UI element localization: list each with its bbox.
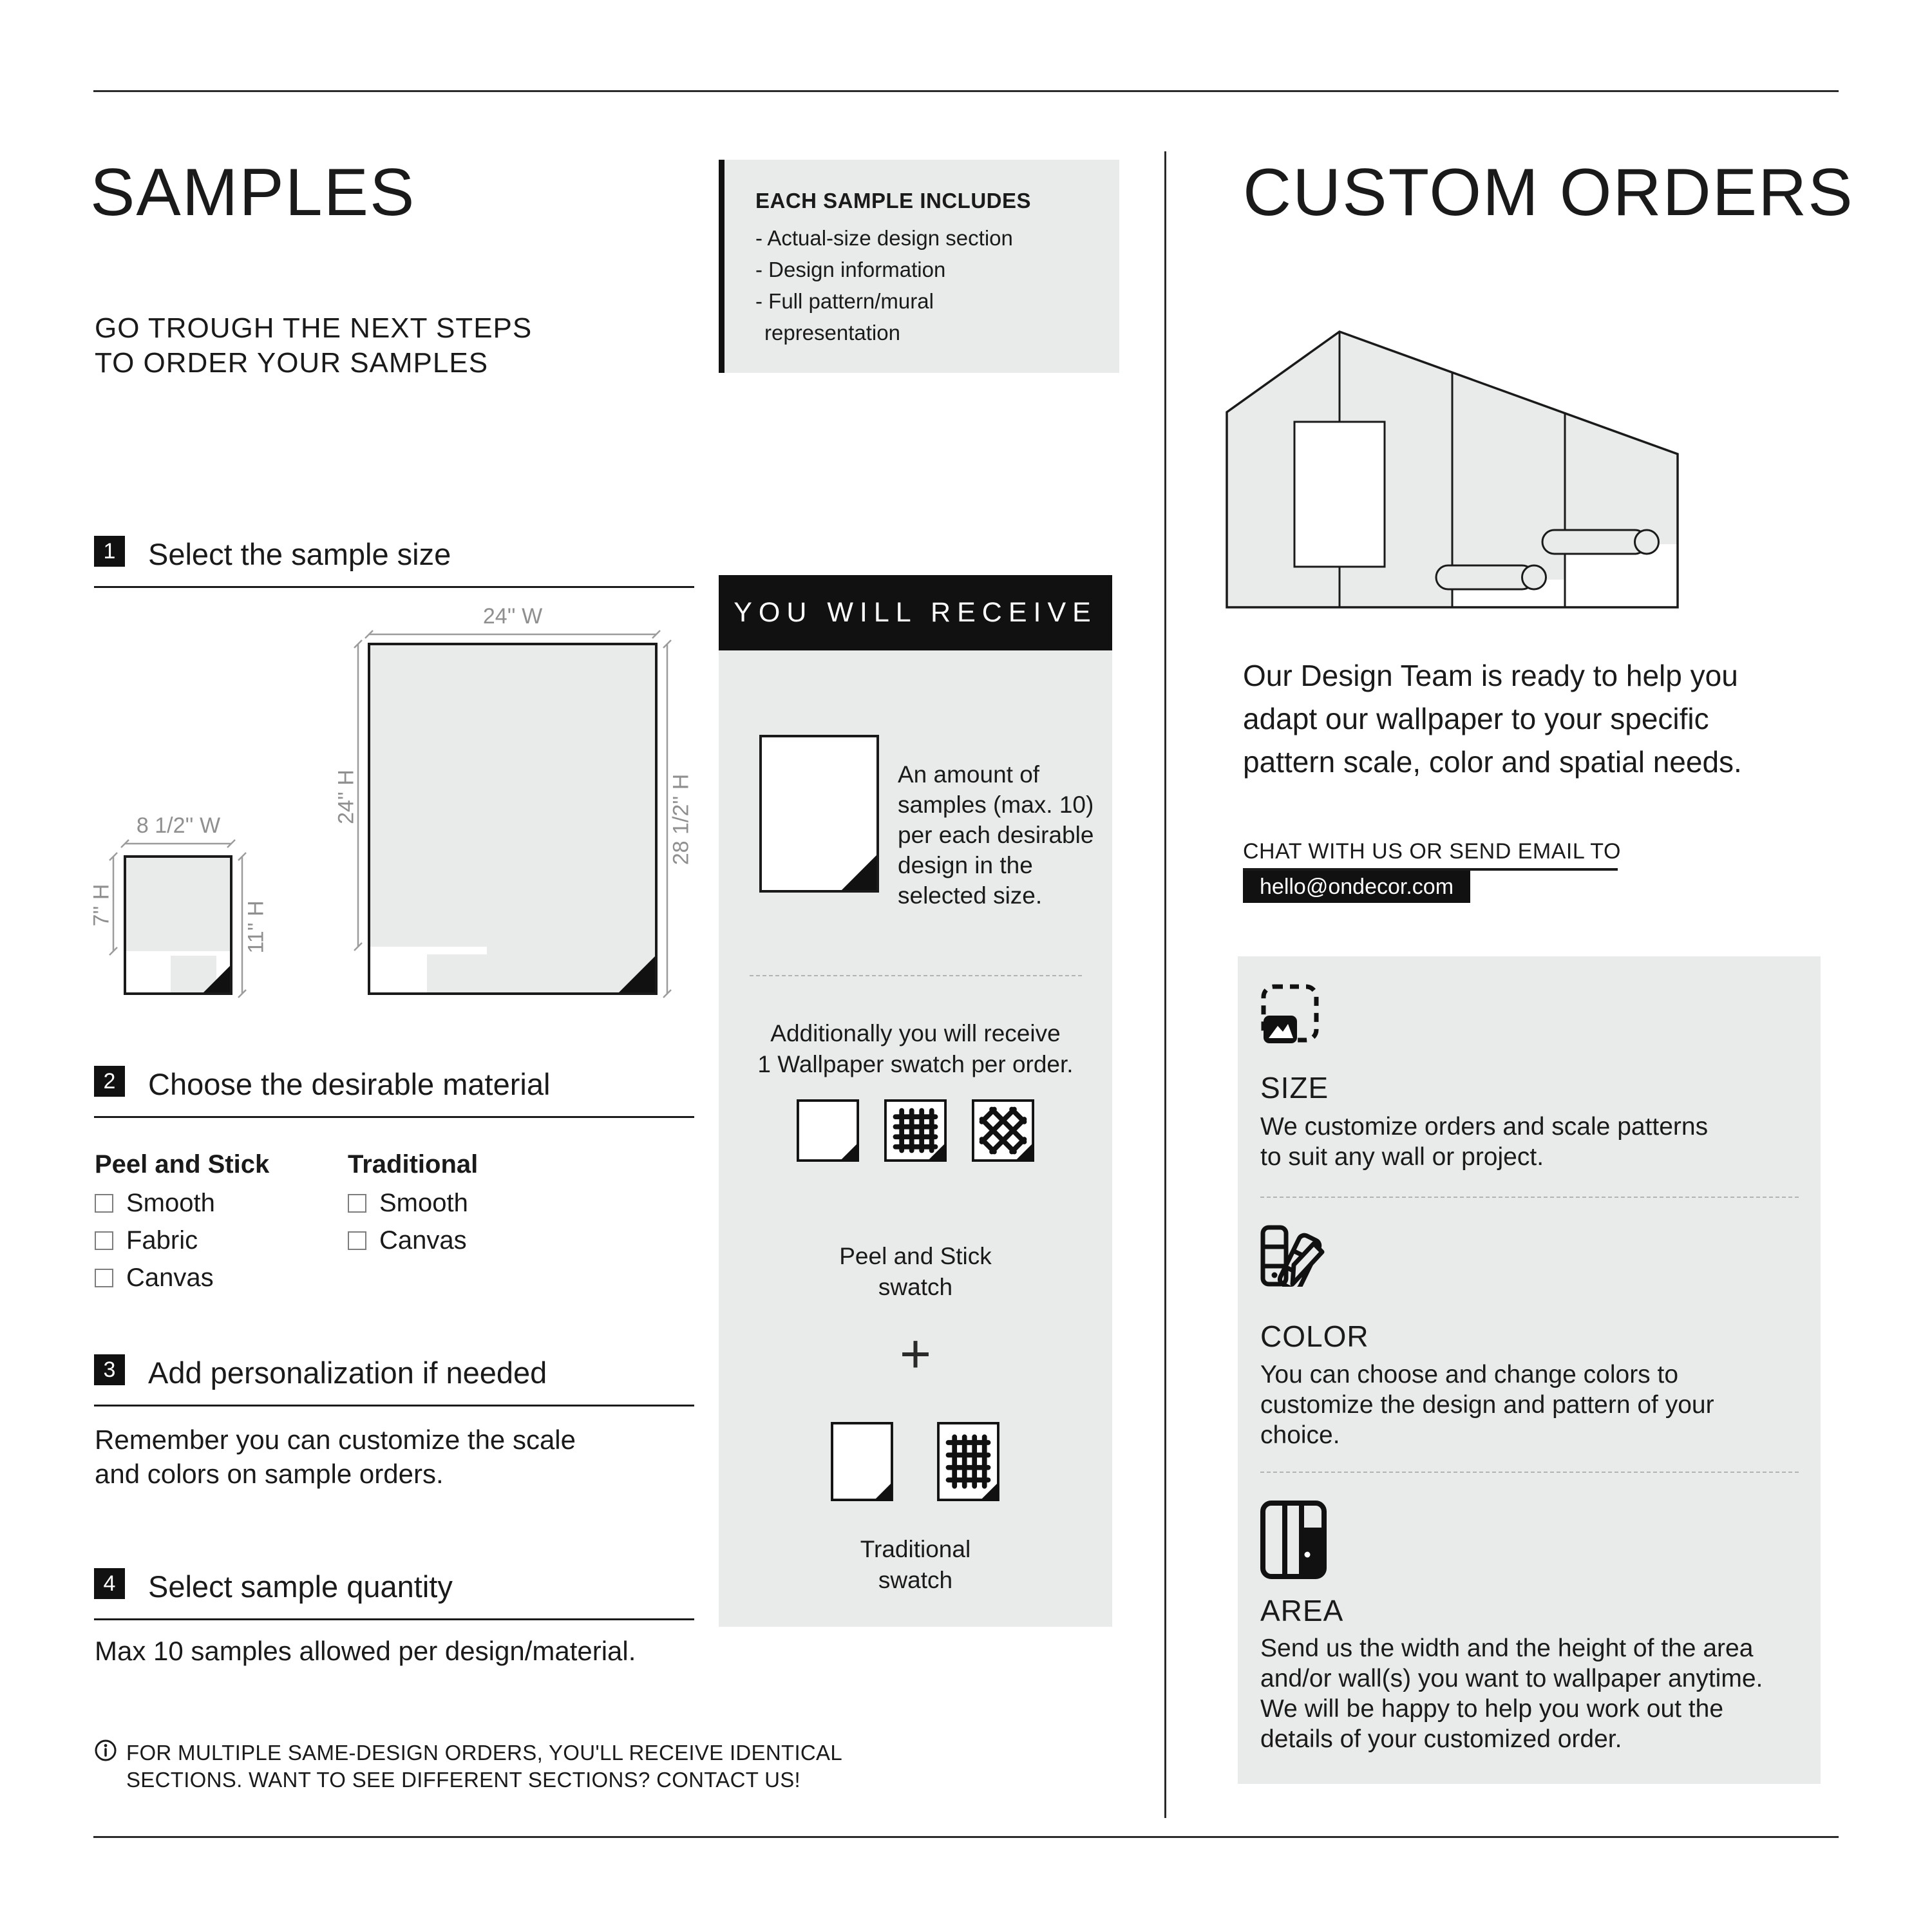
dim-small-width: 8 1/2'' W [136, 813, 221, 838]
panel-dashed-separator-2 [1260, 1472, 1799, 1473]
custom-orders-title: CUSTOM ORDERS [1243, 155, 1854, 230]
dim-small-height-right: 11'' H [243, 900, 269, 954]
custom-para-line2: adapt our wallpaper to your specific [1243, 702, 1709, 735]
amount-line2: samples (max. 10) [898, 791, 1094, 818]
additional-line2: 1 Wallpaper swatch per order. [757, 1051, 1074, 1077]
includes-item-3b: representation [764, 321, 900, 345]
dim-small-height-left: 7'' H [89, 884, 114, 927]
email-link[interactable]: hello@ondecor.com [1243, 871, 1470, 903]
step2-underline [94, 1116, 694, 1118]
amount-line4: design in the [898, 852, 1033, 878]
column-divider [1164, 151, 1166, 1818]
amount-line5: selected size. [898, 882, 1043, 909]
note-line1: FOR MULTIPLE SAME-DESIGN ORDERS, YOU'LL RECEIVE IDENTICAL [126, 1741, 843, 1765]
area-line2: and/or wall(s) you want to wallpaper anytime. [1260, 1665, 1763, 1692]
swatch-trad-smooth-icon [831, 1422, 893, 1501]
amount-line3: per each desirable [898, 822, 1094, 848]
area-line4: details of your customized order. [1260, 1725, 1622, 1753]
color-line2: customize the design and pattern of your [1260, 1391, 1714, 1419]
color-line3: choice. [1260, 1421, 1340, 1449]
dim-large-width: 24'' W [482, 604, 543, 629]
material-col1-title: Peel and Stick [95, 1150, 270, 1179]
color-line1: You can choose and change colors to [1260, 1361, 1679, 1388]
step4-underline [94, 1618, 694, 1620]
amount-line1: An amount of [898, 761, 1040, 788]
peel-swatch-label-line2: swatch [878, 1274, 953, 1300]
dim-large-height-right: 28 1/2'' H [668, 773, 694, 866]
sample-sheet-icon [759, 735, 879, 893]
material-trad-canvas[interactable]: Canvas [348, 1226, 467, 1255]
bottom-rule [93, 1836, 1839, 1838]
each-sample-includes-box [719, 160, 1119, 373]
step3-text-line2: and colors on sample orders. [95, 1459, 444, 1489]
includes-item-1: - Actual-size design section [755, 226, 1013, 250]
plus-sign: + [899, 1323, 932, 1384]
swatch-smooth-icon [797, 1099, 859, 1162]
checkbox-icon[interactable] [348, 1194, 366, 1213]
step3-label: Add personalization if needed [148, 1356, 547, 1390]
material-trad-smooth[interactable]: Smooth [348, 1189, 468, 1218]
swatch-canvas-cross-icon [972, 1099, 1034, 1162]
checkbox-icon[interactable] [348, 1231, 366, 1250]
includes-item-3: - Full pattern/mural [755, 289, 934, 313]
swatch-fabric-grid-icon [884, 1099, 947, 1162]
chat-label: CHAT WITH US OR SEND EMAIL TO [1243, 839, 1621, 864]
area-line3: We will be happy to help you work out the [1260, 1695, 1724, 1723]
swatch-trad-grid-icon [937, 1422, 999, 1501]
includes-item-2: - Design information [755, 258, 946, 281]
color-title: COLOR [1260, 1320, 1369, 1353]
panel-dashed-separator-1 [1260, 1197, 1799, 1198]
peel-swatch-label-line1: Peel and Stick [839, 1243, 992, 1269]
additional-line1: Additionally you will receive [770, 1020, 1061, 1046]
samples-intro-line1: GO TROUGH THE NEXT STEPS [95, 312, 533, 344]
dim-large-height-left: 24'' H [334, 770, 359, 824]
step2-label: Choose the desirable material [148, 1067, 551, 1101]
size-line2: to suit any wall or project. [1260, 1143, 1544, 1171]
note-line2: SECTIONS. WANT TO SEE DIFFERENT SECTIONS? CONTACT US! [126, 1768, 800, 1792]
house-wallpaper-illustration [1211, 322, 1687, 618]
area-title: AREA [1260, 1594, 1344, 1627]
step4-label: Select sample quantity [148, 1569, 453, 1604]
traditional-swatch-label-line1: Traditional [860, 1536, 971, 1562]
checkbox-icon[interactable] [95, 1194, 113, 1213]
samples-title: SAMPLES [90, 155, 416, 230]
step3-text-line1: Remember you can customize the scale [95, 1425, 576, 1455]
receive-dashed-separator [750, 975, 1082, 976]
sample-size-diagram [90, 599, 708, 1024]
info-icon [94, 1739, 117, 1762]
step1-label: Select the sample size [148, 537, 451, 571]
includes-title: EACH SAMPLE INCLUDES [755, 189, 1032, 213]
custom-para-line3: pattern scale, color and spatial needs. [1243, 745, 1742, 779]
custom-para-line1: Our Design Team is ready to help you [1243, 659, 1738, 692]
area-icon [1260, 1501, 1327, 1579]
color-icon [1260, 1225, 1327, 1287]
material-peel-fabric[interactable]: Fabric [95, 1226, 198, 1255]
step3-number: 3 [94, 1354, 125, 1385]
material-peel-smooth[interactable]: Smooth [95, 1189, 215, 1218]
samples-intro-line2: TO ORDER YOUR SAMPLES [95, 347, 489, 379]
top-rule [93, 90, 1839, 92]
size-line1: We customize orders and scale patterns [1260, 1113, 1709, 1141]
checkbox-icon[interactable] [95, 1231, 113, 1250]
step3-underline [94, 1405, 694, 1406]
size-icon [1260, 983, 1320, 1043]
size-title: SIZE [1260, 1071, 1329, 1104]
step4-text: Max 10 samples allowed per design/material. [95, 1636, 636, 1666]
material-peel-canvas[interactable]: Canvas [95, 1264, 214, 1293]
step4-number: 4 [94, 1568, 125, 1599]
step1-number: 1 [94, 536, 125, 567]
material-col2-title: Traditional [348, 1150, 478, 1179]
step2-number: 2 [94, 1066, 125, 1097]
you-will-receive-header: YOU WILL RECEIVE [719, 575, 1112, 650]
traditional-swatch-label-line2: swatch [878, 1567, 953, 1593]
checkbox-icon[interactable] [95, 1269, 113, 1287]
step1-underline [94, 586, 694, 588]
area-line1: Send us the width and the height of the area [1260, 1634, 1754, 1662]
